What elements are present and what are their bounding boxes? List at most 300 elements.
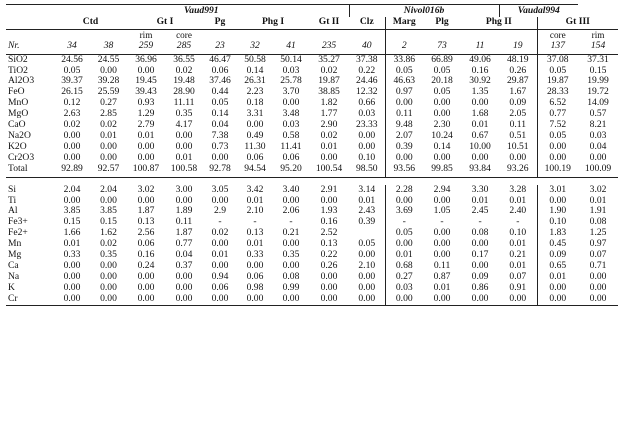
table-cell: 0.00 — [282, 194, 300, 206]
table-cell: 0.10 — [358, 151, 376, 163]
table-cell: 0.33 — [63, 249, 81, 261]
table-cell: 0.15 — [589, 64, 607, 76]
table-cell: 0.00 — [137, 270, 155, 282]
table-row — [6, 109, 618, 120]
table-cell: 0.00 — [499, 294, 537, 305]
table-cell: 92.89 — [54, 164, 90, 177]
table-cell: 35.27 — [318, 53, 340, 65]
table-cell: 0.68 — [385, 261, 423, 272]
table-cell: 0.03 — [589, 129, 607, 141]
table-cell: 0.00 — [100, 281, 117, 293]
table-cell: 2.56 — [137, 227, 155, 239]
table-cell: 0.14 — [211, 108, 229, 120]
table-cell: 10.00 — [469, 140, 491, 152]
table-cell: 0.12 — [63, 97, 81, 109]
table-cell: 0.01 — [100, 129, 117, 141]
table-cell: 0.00 — [433, 108, 451, 120]
table-cell: - — [516, 216, 520, 228]
table-cell: 100.54 — [309, 164, 349, 177]
oxide-rows — [6, 54, 618, 164]
table-cell: 0.01 — [471, 194, 489, 206]
table-cell: 2.05 — [509, 108, 527, 120]
table-cell: 2.07 — [385, 131, 423, 142]
mineral-header-row — [6, 17, 618, 29]
table-cell: 3.40 — [282, 183, 300, 195]
table-cell: 2.43 — [358, 205, 376, 217]
table-cell: 2.91 — [320, 183, 338, 195]
table-cell: 0.01 — [509, 194, 527, 206]
table-cell: 7.38 — [211, 129, 229, 141]
table-cell: 0.51 — [509, 129, 527, 141]
row-label: MnO — [8, 97, 29, 109]
table-cell: 0.00 — [100, 151, 117, 163]
table-cell: 0.06 — [282, 151, 300, 163]
row-label: Ca — [8, 259, 19, 271]
table-cell: 95.20 — [273, 164, 309, 177]
table-cell: 0.00 — [175, 270, 193, 282]
mineral-marg: Marg — [385, 17, 423, 29]
table-cell: 0.00 — [589, 151, 607, 163]
row-label: SiO2 — [8, 53, 28, 65]
table-cell: 0.93 — [137, 97, 155, 109]
subheader-row — [6, 29, 618, 40]
table-cell: 0.03 — [282, 119, 300, 131]
table-cell: 0.00 — [385, 98, 423, 109]
table-cell: 0.00 — [537, 283, 578, 294]
table-cell: 2.06 — [282, 205, 300, 217]
table-cell: 0.22 — [358, 64, 376, 76]
table-cell: 0.02 — [211, 227, 229, 239]
table-cell: 0.77 — [175, 238, 193, 250]
table-cell: 0.44 — [211, 86, 229, 98]
row-label: Fe2+ — [8, 227, 28, 239]
table-cell: 3.85 — [100, 205, 117, 217]
mineral-plg: Plg — [423, 17, 461, 29]
table-cell: 3.69 — [385, 206, 423, 217]
row-label: Al2O3 — [8, 75, 35, 87]
table-cell: 0.00 — [90, 294, 127, 305]
mineral-gt-ii: Gt II — [309, 17, 349, 29]
table-cell: 9.48 — [385, 120, 423, 131]
row-label: Ti — [8, 194, 17, 206]
table-cell: 0.24 — [137, 259, 155, 271]
table-cell: 0.05 — [211, 97, 229, 109]
row-label: Cr2O3 — [8, 151, 35, 163]
table-cell: 0.00 — [320, 194, 338, 206]
table-cell: 0.27 — [100, 97, 117, 109]
table-cell: 0.01 — [246, 194, 264, 206]
total-label: Total — [6, 164, 54, 177]
table-cell: 0.00 — [246, 259, 264, 271]
table-cell: 2.04 — [63, 183, 81, 195]
table-cell: 0.02 — [175, 64, 193, 76]
total-row — [6, 164, 618, 177]
table-cell: 0.35 — [175, 108, 193, 120]
table-row — [6, 272, 618, 283]
table-cell: 0.97 — [589, 238, 607, 250]
table-cell: 0.00 — [509, 151, 527, 163]
table-cell: 40 — [349, 41, 385, 54]
table-cell: 93.56 — [385, 164, 423, 177]
table-cell: 3.28 — [509, 183, 527, 195]
table-cell: 0.67 — [471, 129, 489, 141]
table-cell: 99.85 — [423, 164, 461, 177]
table-cell: 0.00 — [433, 227, 451, 239]
table-cell: 2.04 — [100, 183, 117, 195]
table-cell: 1.90 — [537, 206, 578, 217]
table-cell: 0.00 — [589, 270, 607, 282]
table-cell: 0.21 — [509, 249, 527, 261]
table-cell: 3.02 — [589, 183, 607, 195]
table-cell: 4.17 — [175, 119, 193, 131]
table-cell: 0.00 — [358, 281, 376, 293]
table-cell: 11.11 — [173, 97, 195, 109]
table-cell: 0.04 — [211, 119, 229, 131]
table-cell: 41 — [273, 41, 309, 54]
table-cell: 0.00 — [137, 151, 155, 163]
table-cell: 39.37 — [61, 75, 83, 87]
table-row — [6, 261, 618, 272]
table-cell: 0.03 — [282, 64, 300, 76]
table-cell: 0.00 — [471, 97, 489, 109]
table-cell: 2.9 — [214, 205, 226, 217]
table-cell: 137 — [537, 41, 578, 54]
table-cell: 1.67 — [509, 86, 527, 98]
table-cell: 0.00 — [423, 294, 461, 305]
table-cell: 38 — [90, 41, 127, 54]
table-cell: 100.19 — [537, 164, 578, 177]
table-cell: 1.66 — [63, 227, 81, 239]
row-label: Na2O — [8, 129, 31, 141]
table-cell: 259 — [127, 41, 165, 54]
table-cell: 0.39 — [385, 142, 423, 153]
table-cell: 3.85 — [63, 205, 81, 217]
table-cell: 0.77 — [537, 109, 578, 120]
table-cell: 0.57 — [589, 108, 607, 120]
table-cell: 0.07 — [509, 270, 527, 282]
sample-nivol016b: Nivol016b — [349, 5, 499, 17]
table-cell: 0.21 — [282, 227, 300, 239]
table-cell: 0.08 — [282, 270, 300, 282]
table-cell: 1.29 — [137, 108, 155, 120]
row-label: Al — [8, 205, 18, 217]
table-cell: 19 — [499, 41, 537, 54]
table-cell: 34 — [54, 41, 90, 54]
table-cell: 50.58 — [244, 53, 266, 65]
table-cell: 0.01 — [471, 119, 489, 131]
table-cell: 2.45 — [471, 205, 489, 217]
table-cell: 0.09 — [537, 250, 578, 261]
table-cell: 0.00 — [349, 294, 385, 305]
table-cell: - — [440, 216, 444, 228]
row-label: Cr — [6, 294, 54, 305]
table-cell: 0.01 — [211, 249, 229, 261]
table-cell: 0.00 — [63, 151, 81, 163]
table-cell: 19.87 — [537, 76, 578, 87]
table-cell: 0.04 — [175, 249, 193, 261]
mineral-ctd: Ctd — [54, 17, 127, 29]
table-cell: 0.37 — [175, 259, 193, 271]
table-cell: 0.00 — [137, 281, 155, 293]
table-cell: 0.13 — [137, 216, 155, 228]
table-cell: 92.78 — [203, 164, 237, 177]
table-cell: 2.85 — [100, 108, 117, 120]
table-cell: 0.01 — [175, 151, 193, 163]
table-cell: 0.08 — [471, 227, 489, 239]
table-cell: 0.00 — [433, 249, 451, 261]
table-cell: 36.55 — [173, 53, 195, 65]
table-cell: 19.48 — [173, 75, 195, 87]
table-cell: 0.00 — [537, 142, 578, 153]
table-cell: 2.79 — [137, 119, 155, 131]
table-cell: 0.26 — [320, 259, 338, 271]
table-cell: 0.00 — [165, 294, 203, 305]
table-cell: 0.00 — [63, 281, 81, 293]
mineral-composition-table — [6, 4, 618, 306]
row-label: MgO — [8, 108, 29, 120]
table-cell: 24.56 — [61, 53, 83, 65]
table-cell: 0.94 — [211, 270, 229, 282]
table-cell: 0.02 — [320, 64, 338, 76]
table-cell: 0.11 — [385, 109, 423, 120]
table-cell: 0.00 — [137, 194, 155, 206]
table-cell: 3.01 — [537, 185, 578, 196]
table-cell: 0.00 — [358, 129, 376, 141]
table-cell: 2.10 — [246, 205, 264, 217]
table-cell: 0.00 — [320, 270, 338, 282]
nr-label: Nr. — [6, 41, 54, 54]
table-cell: 28.90 — [173, 86, 195, 98]
table-cell: 0.00 — [175, 281, 193, 293]
table-row — [6, 185, 618, 196]
table-cell: 23.33 — [355, 119, 378, 131]
table-cell: 3.02 — [137, 183, 155, 195]
gt3-rim-label: rim — [591, 29, 605, 40]
table-cell: 0.00 — [433, 194, 451, 206]
row-label: FeO — [8, 86, 25, 98]
mineral-gt-iii: Gt III — [537, 17, 618, 29]
table-cell: 0.01 — [509, 238, 527, 250]
table-cell: 49.06 — [469, 53, 491, 65]
table-cell: 0.15 — [63, 216, 81, 228]
table-cell: 0.73 — [211, 140, 229, 152]
table-row — [6, 228, 618, 239]
table-cell: 3.42 — [246, 183, 264, 195]
row-label: Fe3+ — [8, 216, 28, 228]
table-cell: 0.00 — [471, 238, 489, 250]
table-cell: 0.01 — [537, 272, 578, 283]
table-cell: 0.00 — [63, 140, 81, 152]
table-cell: 0.02 — [100, 119, 117, 131]
table-cell: 0.00 — [461, 294, 499, 305]
table-cell: 0.01 — [63, 238, 81, 250]
table-cell: 0.97 — [385, 87, 423, 98]
table-cell: 36.96 — [135, 53, 157, 65]
table-row — [6, 294, 618, 305]
mineral-pg: Pg — [203, 17, 237, 29]
table-cell: 2 — [385, 41, 423, 54]
table-cell: 37.46 — [209, 75, 231, 87]
table-cell: 0.01 — [433, 281, 451, 293]
table-row — [6, 54, 618, 65]
table-cell: 0.00 — [211, 151, 229, 163]
table-cell: 0.05 — [358, 238, 376, 250]
table-cell: 0.02 — [63, 119, 81, 131]
table-cell: 0.01 — [589, 194, 607, 206]
table-cell: 32 — [237, 41, 273, 54]
table-cell: 0.11 — [509, 119, 527, 131]
table-cell: 1.89 — [175, 205, 193, 217]
table-cell: - — [253, 216, 257, 228]
table-cell: 25.59 — [97, 86, 120, 98]
table-cell: 7.52 — [537, 120, 578, 131]
table-cell: 46.47 — [209, 53, 231, 65]
table-cell: 37.31 — [587, 53, 609, 65]
table-cell: 0.35 — [100, 249, 117, 261]
table-cell: 0.00 — [358, 140, 376, 152]
table-cell: 100.09 — [578, 164, 618, 177]
table-cell: 0.02 — [100, 238, 117, 250]
gt1-core-label: core — [176, 29, 192, 40]
table-cell: 0.01 — [358, 194, 376, 206]
table-cell: 0.00 — [100, 194, 117, 206]
table-row — [6, 283, 618, 294]
table-cell: 0.01 — [385, 250, 423, 261]
table-cell: 2.30 — [433, 119, 451, 131]
mineral-phg-ii: Phg II — [461, 17, 537, 29]
table-cell: 0.10 — [537, 217, 578, 228]
mineral-composition-table-container — [6, 4, 618, 306]
table-cell: 0.02 — [320, 129, 338, 141]
table-cell: 2.23 — [246, 86, 264, 98]
table-cell: 0.45 — [537, 239, 578, 250]
table-cell: 0.39 — [358, 216, 376, 228]
table-cell: 26.31 — [244, 75, 266, 87]
table-cell: 0.00 — [385, 294, 423, 305]
table-cell: 0.22 — [320, 249, 338, 261]
table-cell: 93.84 — [461, 164, 499, 177]
table-cell: 0.00 — [471, 151, 489, 163]
table-cell: 0.06 — [211, 64, 229, 76]
table-cell: 0.00 — [246, 119, 264, 131]
row-label: Si — [8, 183, 17, 195]
table-cell: 93.26 — [499, 164, 537, 177]
table-cell: 33.86 — [385, 54, 423, 65]
table-cell: 1.91 — [589, 205, 607, 217]
table-cell: 0.00 — [282, 238, 300, 250]
table-cell: 100.58 — [165, 164, 203, 177]
mineral-gt-i: Gt I — [127, 17, 203, 29]
table-cell: 0.09 — [509, 97, 527, 109]
table-cell: 11.41 — [280, 140, 302, 152]
table-cell: 0.00 — [537, 294, 578, 305]
table-cell: 11.30 — [244, 140, 266, 152]
table-cell: 3.00 — [175, 183, 193, 195]
table-cell: 0.05 — [537, 66, 578, 77]
table-cell: 2.10 — [358, 259, 376, 271]
table-cell: 0.00 — [63, 194, 81, 206]
row-label: CaO — [8, 119, 26, 131]
table-cell: 39.28 — [97, 75, 120, 87]
table-cell: 3.31 — [246, 108, 264, 120]
table-cell: 1.83 — [537, 228, 578, 239]
table-cell: 0.00 — [175, 194, 193, 206]
table-cell: 0.16 — [471, 64, 489, 76]
table-cell: 100.87 — [127, 164, 165, 177]
gt1-rim-label: rim — [139, 29, 153, 40]
table-cell: 0.08 — [589, 216, 607, 228]
spacer-row — [6, 177, 618, 185]
table-cell: 1.93 — [320, 205, 338, 217]
table-cell: 0.00 — [385, 196, 423, 207]
table-cell: 3.05 — [211, 183, 229, 195]
table-cell: 0.00 — [54, 294, 90, 305]
table-cell: 0.87 — [433, 270, 451, 282]
table-cell: 1.62 — [100, 227, 117, 239]
sample-vaud991: Vaud991 — [54, 5, 349, 17]
table-cell: 0.00 — [100, 259, 117, 271]
table-cell: 19.87 — [318, 75, 340, 87]
table-cell: 6.52 — [537, 98, 578, 109]
table-cell: 0.11 — [175, 216, 193, 228]
table-cell: 2.94 — [433, 183, 451, 195]
table-cell: 0.11 — [433, 259, 451, 271]
table-cell: 0.00 — [471, 259, 489, 271]
table-cell: 1.82 — [320, 97, 338, 109]
table-cell: 0.99 — [282, 281, 300, 293]
table-cell: 2.28 — [385, 185, 423, 196]
table-cell: 0.26 — [509, 64, 527, 76]
table-cell: 94.54 — [237, 164, 273, 177]
table-row — [6, 98, 618, 109]
table-cell: 2.40 — [509, 205, 527, 217]
table-cell: 0.06 — [246, 270, 264, 282]
table-cell: 0.01 — [320, 140, 338, 152]
row-label: K2O — [8, 140, 27, 152]
row-label: TiO2 — [8, 64, 28, 76]
table-cell: 0.00 — [358, 249, 376, 261]
table-cell: 0.09 — [471, 270, 489, 282]
table-cell: 0.71 — [589, 259, 607, 271]
table-cell: 0.33 — [246, 249, 264, 261]
table-cell: 0.05 — [385, 66, 423, 77]
table-cell: 0.00 — [175, 140, 193, 152]
table-cell: 0.06 — [211, 281, 229, 293]
table-cell: 0.00 — [137, 140, 155, 152]
table-cell: 0.03 — [385, 283, 423, 294]
table-cell: 0.18 — [246, 97, 264, 109]
table-cell: 0.00 — [63, 270, 81, 282]
table-cell: 0.05 — [433, 86, 451, 98]
table-cell: 0.00 — [100, 64, 117, 76]
table-cell: 1.87 — [137, 205, 155, 217]
table-cell: 25.78 — [280, 75, 302, 87]
table-cell: 26.15 — [61, 86, 83, 98]
table-cell: 0.06 — [246, 151, 264, 163]
table-cell: 46.63 — [385, 76, 423, 87]
row-label: Na — [8, 270, 20, 282]
table-cell: 0.00 — [203, 294, 237, 305]
table-cell: 0.66 — [358, 97, 376, 109]
table-cell: 0.00 — [273, 294, 309, 305]
table-cell: 0.58 — [282, 129, 300, 141]
table-row — [6, 217, 618, 228]
table-cell: 0.01 — [509, 259, 527, 271]
table-cell: 3.48 — [282, 108, 300, 120]
table-cell: 10.51 — [507, 140, 529, 152]
table-cell: 0.00 — [385, 239, 423, 250]
table-cell: 0.16 — [137, 249, 155, 261]
